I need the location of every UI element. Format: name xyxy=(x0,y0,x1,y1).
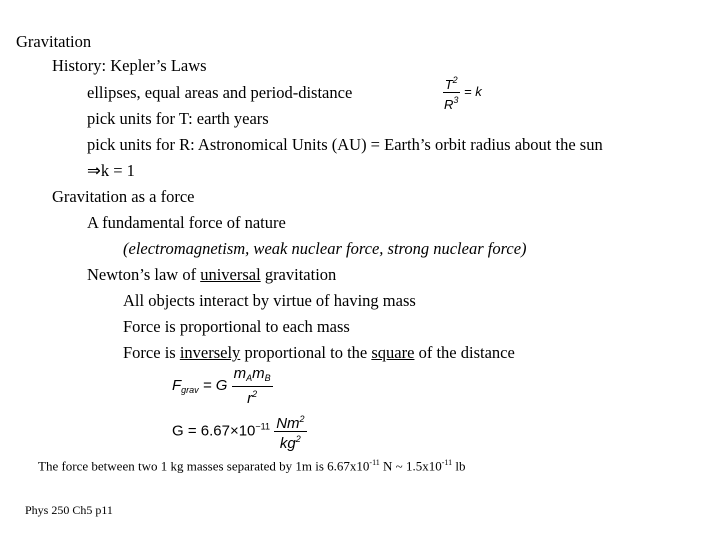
gravitational-constant-formula: $G = 6.67\times 10^{-11}$ $\frac{Nm^2}{kg^2}$ xyxy=(172,414,305,452)
square-underlined: square xyxy=(371,343,415,362)
force-heading: Gravitation as a force xyxy=(52,187,195,206)
k-equals-one: ⇒k = 1 xyxy=(87,161,135,180)
units-t-text: pick units for T: earth years xyxy=(87,109,269,128)
fgrav-formula: $F_{grav} = G$ $\frac{m_Am_B}{r^2}$ xyxy=(172,365,271,407)
newton-law-text: Newton’s law of universal gravitation xyxy=(87,265,337,284)
universal-underlined: universal xyxy=(200,265,261,284)
kepler-laws-text: ellipses, equal areas and period-distance xyxy=(87,83,353,102)
page-footer: Phys 250 Ch5 p11 xyxy=(25,503,113,517)
history-heading: History: Kepler’s Laws xyxy=(52,56,207,75)
interact-text: All objects interact by virtue of having mass xyxy=(123,291,416,310)
units-r-text: pick units for R: Astronomical Units (AU) = Earth’s orbit radius about the sun xyxy=(87,135,603,154)
fundamental-forces-list: (electromagnetism, weak nuclear force, strong nuclear force) xyxy=(123,239,527,258)
kepler-formula: $\frac{T^2}{R^3}$ = k xyxy=(444,75,482,112)
fundamental-text: A fundamental force of nature xyxy=(87,213,286,232)
proportional-text: Force is proportional to each mass xyxy=(123,317,350,336)
force-example-note: The force between two 1 kg masses separated by 1m is $6.67x10^{-11}$ N ~ $1.5x10^{-11}$ lb xyxy=(38,458,466,474)
slide-title: Gravitation xyxy=(16,32,92,51)
inverse-square-text: Force is inversely proportional to the square of the distance xyxy=(123,343,515,362)
inversely-underlined: inversely xyxy=(179,343,241,362)
